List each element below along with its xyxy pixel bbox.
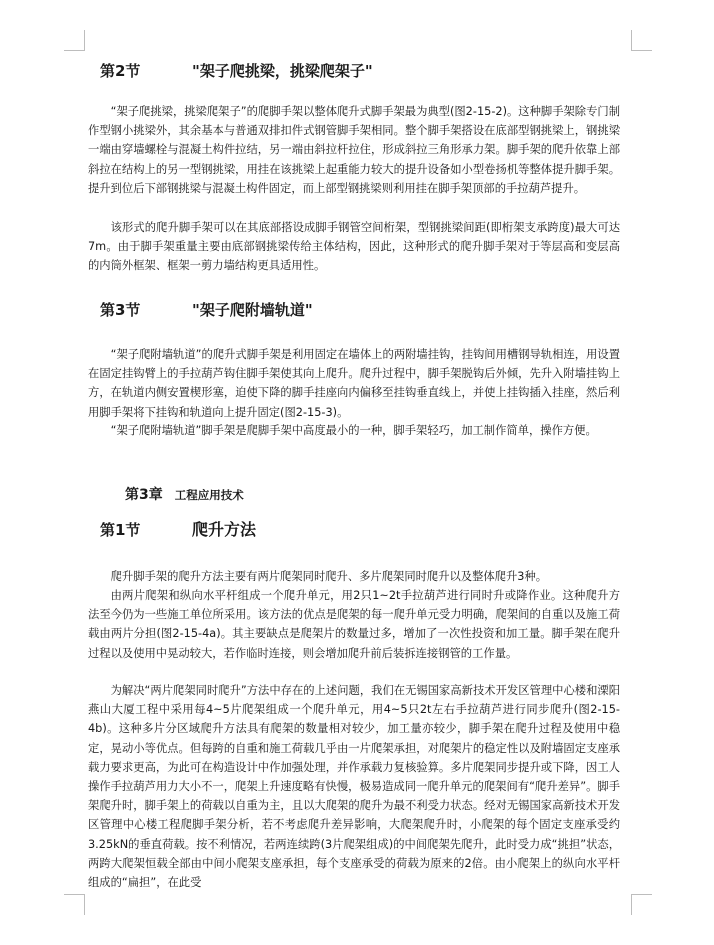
paragraph: “架子爬附墙轨道”脚手架是爬脚手架中高度最小的一种，脚手架轻巧，加工制作简单，操作方便。 — [110, 424, 597, 437]
page-corner-mark-bottom-left — [64, 894, 85, 915]
paragraph: 为解决“两片爬架同时爬升”方法中存在的上述问题，我们在无锡国家高新技术开发区管理中心楼和溧阳燕山大厦工程中采用每4~5片爬架组成一个爬升单元，用4~5只2t左右手拉葫芦进行同步爬升(图2-15-4b)。这种多片分区域爬升方法具有爬架的数量相对较少，加工量亦较少，脚手架在爬升过程及使用中稳定，晃动小等优点。但每跨的自重和施工荷载几乎由一片爬架承担，对爬架片的稳定性以及附墙固定支座承载力要求更高，为此可在构造设计中作加强处理，并作承载力复核验算。多片爬架同步提升或下降，因工人操作手拉葫芦用力大小不一，爬架上升速度略有快慢，极易造成同一爬升单元的爬架间有“爬升差异”。脚手架爬升时，脚手架上的荷载以自重为主，且以大爬架的爬升为最不利受力状态。经对无锡国家高新技术开发区管理中心楼工程爬脚手架分析，若不考虑爬升差异影响，大爬架爬升时，小爬架的每个固定支座承受约3.25kN的垂直荷载。按不利情况，若两连续跨(3片爬架组成)的中间爬架先爬升，此时受力成“挑担”状态，两跨大爬架恒载全部由中间小爬架支座承担，每个支座承受的荷载为原来的2倍。由小爬架上的纵向水平杆组成的“扁担”，在此受 — [88, 684, 620, 890]
chapter-number: 第3章 — [125, 487, 163, 503]
chapter-heading — [125, 484, 244, 504]
section-number: 第3节 — [100, 301, 141, 319]
section-heading-3 — [88, 300, 313, 320]
paragraph: 该形式的爬升脚手架可以在其底部搭设成脚手钢管空间桁架，型钢挑梁间距(即桁架支承跨度)最大可达7m。由于脚手架重量主要由底部钢挑梁传给主体结构，因此，这种形式的爬升脚手架对于等层高和变层高的内筒外框架、框架一剪力墙结构更具适用性。 — [88, 221, 620, 273]
paragraph: 由两片爬架和纵向水平杆组成一个爬升单元，用2只1~2t手拉葫芦进行同时升或降作业。这种爬升方法至今仍为一些施工单位所采用。该方法的优点是爬架的每一爬升单元受力明确，爬架间的自重以及施工荷载由两片分担(图2-15-4a)。其主要缺点是爬架片的数量过多，增加了一次性投资和加工量。脚手架在爬升过程以及使用中晃动较大，若作临时连接，则会增加爬升前后装拆连接钢管的工作量。 — [88, 589, 620, 660]
section-title: 爬升方法 — [192, 520, 257, 539]
section-number: 第2节 — [100, 62, 141, 80]
section-title: "架子爬挑梁，挑梁爬架子" — [192, 62, 373, 80]
section-title: "架子爬附墙轨道" — [192, 301, 313, 319]
page-corner-mark-bottom-right — [631, 894, 652, 915]
page-corner-mark-top-right — [631, 30, 652, 51]
section-heading-2 — [88, 61, 373, 81]
section-number: 第1节 — [100, 521, 141, 539]
section-heading-1 — [88, 520, 256, 540]
paragraph: 爬升脚手架的爬升方法主要有两片爬架同时爬升、多片爬架同时爬升以及整体爬升3种。 — [110, 570, 548, 583]
page-corner-mark-top-left — [64, 30, 85, 51]
paragraph: “架子爬挑梁，挑梁爬架子”的爬脚手架以整体爬升式脚手架最为典型(图2-15-2)。这种脚手架除专门制作型钢小挑梁外，其余基本与普通双排扣件式钢管脚手架相同。整个脚手架搭设在底部型钢挑梁上，钢挑梁一端由穿墙螺栓与混凝土构件拉结，另一端由斜拉杆拉住，形成斜拉三角形承力架。脚手架的爬升依靠上部斜拉在结构上的另一型钢挑梁，用挂在该挑梁上起重能力较大的提升设备如小型卷扬机等整体提升脚手架。提升到位后下部钢挑梁与混凝土构件固定，而上部型钢挑梁则利用挂在脚手架顶部的手拉葫芦提升。 — [88, 105, 620, 195]
chapter-title: 工程应用技术 — [174, 488, 244, 502]
paragraph: “架子爬附墙轨道”的爬升式脚手架是利用固定在墙体上的两附墙挂钩，挂钩间用槽钢导轨相连，用设置在固定挂钩臂上的手拉葫芦钩住脚手架使其向上爬升。爬升过程中，脚手架脱钩后外倾，先升入附墙挂钩上方，在轨道内侧安置楔形塞，迫使下降的脚手挂座向内偏移至挂钩垂直线上，并使上挂钩插入挂座，然后利用脚手架将下挂钩和轨道向上提升固定(图2-15-3)。 — [88, 348, 620, 419]
